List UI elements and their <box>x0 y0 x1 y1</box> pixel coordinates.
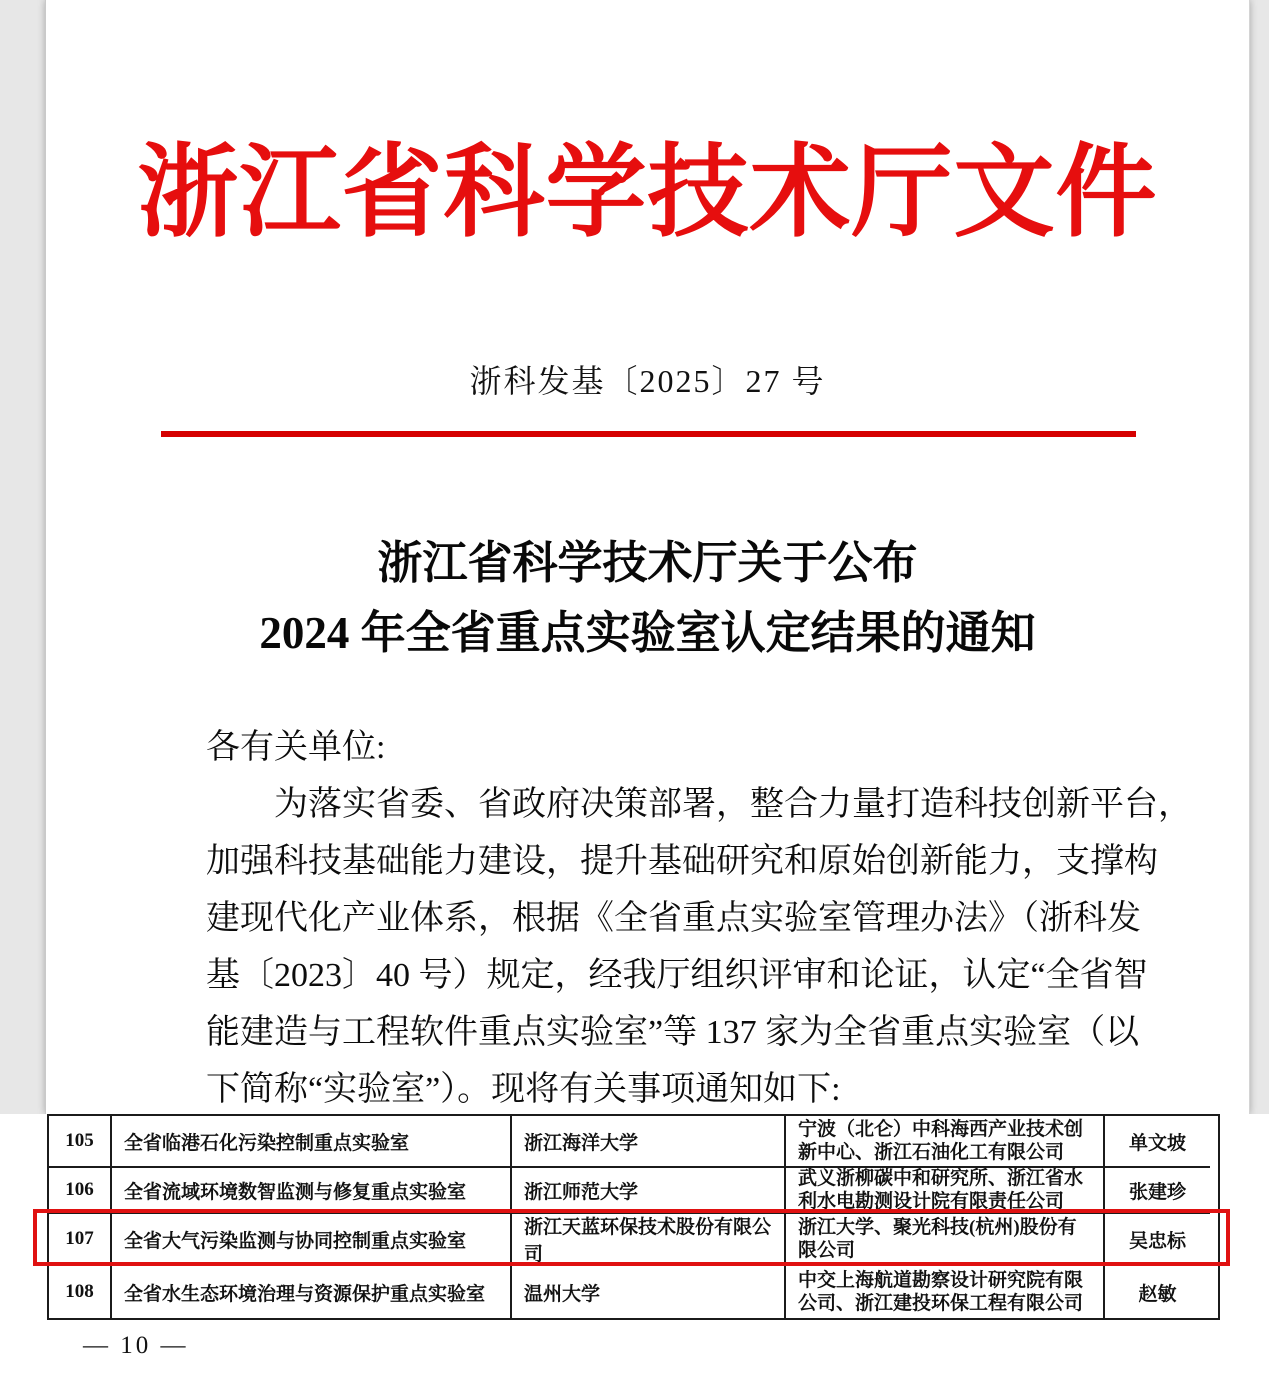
notice-title-line1: 浙江省科学技术厅关于公布 <box>377 538 918 588</box>
red-divider-rule <box>161 431 1136 437</box>
table-cell-partners: 浙江大学、聚光科技(杭州)股份有限公司 <box>786 1214 1105 1266</box>
notice-body <box>206 719 1192 1118</box>
body-line: 加强科技基础能力建设，提升基础研究和原始创新能力，支撑构 <box>206 843 1158 880</box>
table-cell-host: 浙江海洋大学 <box>512 1116 786 1168</box>
body-line: 基〔2023〕40 号）规定，经我厅组织评审和论证，认定“全省智 <box>206 957 1148 994</box>
table-cell-no: 105 <box>49 1116 112 1168</box>
table-cell-partners: 中交上海航道勘察设计研究院有限公司、浙江建投环保工程有限公司 <box>786 1266 1105 1318</box>
body-line: 能建造与工程软件重点实验室”等 137 家为全省重点实验室（以 <box>206 1014 1140 1051</box>
table-cell-no: 106 <box>49 1168 112 1214</box>
table-cell-host: 温州大学 <box>512 1266 786 1318</box>
table-cell-director: 张建珍 <box>1105 1168 1210 1214</box>
letterhead-title: 浙江省科学技术厅文件 <box>137 137 1158 249</box>
table-cell-director: 单文坡 <box>1105 1116 1210 1168</box>
page-number: — 10 — <box>83 1332 189 1359</box>
table-cell-no: 107 <box>49 1214 112 1266</box>
laboratory-result-table <box>47 1114 1220 1320</box>
table-cell-partners: 武义浙柳碳中和研究所、浙江省水利水电勘测设计院有限责任公司 <box>786 1168 1105 1214</box>
table-cell-host: 浙江天蓝环保技术股份有限公司 <box>512 1214 786 1266</box>
table-cell-no: 108 <box>49 1266 112 1318</box>
notice-title-line2: 2024 年全省重点实验室认定结果的通知 <box>259 608 1036 658</box>
salutation: 各有关单位: <box>206 729 386 766</box>
table-cell-lab: 全省水生态环境治理与资源保护重点实验室 <box>112 1266 512 1318</box>
table-cell-lab: 全省临港石化污染控制重点实验室 <box>112 1116 512 1168</box>
body-line: 为落实省委、省政府决策部署，整合力量打造科技创新平台， <box>274 786 1192 823</box>
table-cell-host: 浙江师范大学 <box>512 1168 786 1214</box>
table-cell-director: 吴忠标 <box>1105 1214 1210 1266</box>
document-number: 浙科发基〔2025〕27 号 <box>469 363 826 399</box>
table-cell-partners: 宁波（北仑）中科海西产业技术创新中心、浙江石油化工有限公司 <box>786 1116 1105 1168</box>
document-page <box>45 0 1250 1114</box>
table-cell-lab: 全省流域环境数智监测与修复重点实验室 <box>112 1168 512 1214</box>
body-line: 下简称“实验室”）。现将有关事项通知如下: <box>206 1071 841 1108</box>
table-cell-director: 赵敏 <box>1138 1283 1177 1305</box>
body-line: 建现代化产业体系，根据《全省重点实验室管理办法》（浙科发 <box>206 900 1141 937</box>
notice-title <box>46 528 1249 668</box>
table-cell-lab: 全省大气污染监测与协同控制重点实验室 <box>112 1214 512 1266</box>
